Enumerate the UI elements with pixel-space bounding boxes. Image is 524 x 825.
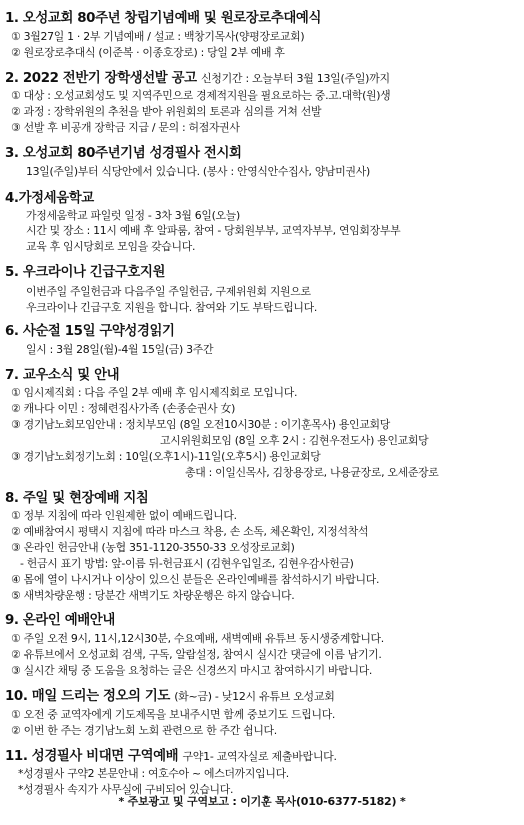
section-line: ① 3월27일 1 · 2부 기념예배 / 설교 : 백창기목사(양평장로교회) bbox=[11, 30, 305, 43]
section-line: 교육 후 임시당회로 모임을 갖습니다. bbox=[26, 240, 196, 253]
section-title-note: 신청기간 : 오늘부터 3월 13일(주일)까지 bbox=[200, 72, 390, 85]
section-heading bbox=[5, 261, 165, 280]
section-line: 우크라이나 긴급구호 지원을 합니다. 참여와 기도 부탁드립니다. bbox=[26, 301, 318, 314]
section-heading bbox=[5, 745, 337, 764]
section-line: 고시위원회모임 (8일 오후 2시 : 김현우전도사) 용인교회당 bbox=[160, 434, 429, 447]
section-line: 13일(주일)부터 식당안에서 있습니다. (봉사 : 안영식안수집사, 양남미권사) bbox=[26, 165, 370, 178]
footer-contact: * 주보광고 및 구역보고 : 이기훈 목사(010-6377-5182) * bbox=[118, 795, 406, 808]
section-heading bbox=[5, 609, 115, 628]
section-title: 1. 오성교회 80주년 창립기념예배 및 원로장로추대예식 bbox=[5, 11, 321, 26]
section-line: ① 임시제직회 : 다음 주일 2부 예배 후 임시제직회로 모입니다. bbox=[11, 386, 298, 399]
section-heading bbox=[5, 7, 321, 26]
section-title: 6. 사순절 15일 구약성경읽기 bbox=[5, 324, 175, 339]
section-title: 10. 매일 드리는 정오의 기도 bbox=[5, 689, 170, 704]
section-line: ① 주일 오전 9시, 11시,12시30분, 수요예배, 새벽예배 유튜브 동시생중계합니다. bbox=[11, 632, 384, 645]
section-title: 4.가정세움학교 bbox=[5, 191, 94, 206]
section-line: ② 이번 한 주는 경기남노회 노회 관련으로 한 주간 쉽니다. bbox=[11, 724, 277, 737]
section-heading bbox=[5, 364, 119, 383]
section-title: 8. 주일 및 현장예배 지침 bbox=[5, 491, 149, 506]
section-title-note: 구약1- 교역자실로 제출바랍니다. bbox=[182, 750, 337, 763]
section-title: 2. 2022 전반기 장학생선발 공고 bbox=[5, 71, 197, 86]
section-title: 7. 교우소식 및 안내 bbox=[5, 368, 120, 383]
section-title-note: (화~금) - 낮12시 유튜브 오성교회 bbox=[174, 690, 335, 703]
section-line: 시간 및 장소 : 11시 예배 후 알파룸, 참여 - 당회원부부, 교역자부부, 연임회장부부 bbox=[26, 224, 401, 237]
section-line: ① 정부 지침에 따라 인원제한 없이 예배드립니다. bbox=[11, 509, 237, 522]
section-line: ② 캐나다 이민 : 정혜련집사가족 (손종순권사 女) bbox=[11, 402, 236, 415]
section-line: ③ 경기남노회정기노회 : 10일(오후1시)-11일(오후5시) 용인교회당 bbox=[11, 450, 321, 463]
section-line: 총대 : 이일신목사, 김창용장로, 나용균장로, 오세준장로 bbox=[185, 466, 439, 479]
section-line: *성경필사 속지가 사무실에 구비되어 있습니다. bbox=[18, 783, 234, 796]
section-line: ③ 선발 후 비공개 장학금 지급 / 문의 : 허점자권사 bbox=[11, 121, 240, 134]
section-heading bbox=[5, 487, 148, 506]
section-title: 5. 우크라이나 긴급구호지원 bbox=[5, 265, 166, 280]
section-line: *성경필사 구약2 본문안내 : 여호수아 ~ 에스더까지입니다. bbox=[18, 767, 289, 780]
section-line: ② 예배참여시 평택시 지침에 따라 마스크 착용, 손 소독, 체온확인, 지정석착석 bbox=[11, 525, 369, 538]
section-line: - 헌금시 표기 방법: 앞-이름 뒤-헌금표시 (김현우입일조, 김현우감사헌금) bbox=[20, 557, 354, 570]
section-line: 이번주일 주일헌금과 다음주일 주일헌금, 구제위원회 지원으로 bbox=[26, 285, 311, 298]
section-title: 3. 오성교회 80주년기념 성경필사 전시회 bbox=[5, 146, 242, 161]
section-heading bbox=[5, 67, 390, 86]
section-title: 9. 온라인 예배안내 bbox=[5, 613, 115, 628]
section-line: ① 대상 : 오성교회성도 및 지역주민으로 경제적지원을 필요로하는 중.고.대학(원)생 bbox=[11, 89, 391, 102]
section-line: ③ 실시간 채팅 중 도움을 요청하는 글은 신경쓰지 마시고 참여하시기 바랍니다. bbox=[11, 664, 373, 677]
section-title: 11. 성경필사 비대면 구역예배 bbox=[5, 749, 179, 764]
section-line: ② 과정 : 장학위원의 추천을 받아 위원회의 토론과 심의를 거쳐 선발 bbox=[11, 105, 322, 118]
section-line: ③ 온라인 헌금안내 (농협 351-1120-3550-33 오성장로교회) bbox=[11, 541, 295, 554]
section-line: ② 유튜브에서 오성교회 검색, 구독, 알람설정, 참여시 실시간 댓글에 이름 남기기. bbox=[11, 648, 382, 661]
section-line: ② 원로장로추대식 (이준복 · 이종호장로) : 당일 2부 예배 후 bbox=[11, 46, 285, 59]
section-heading bbox=[5, 142, 242, 161]
section-heading bbox=[5, 187, 94, 206]
section-line: 가정세움학교 파일럿 일정 - 3차 3월 6일(오늘) bbox=[26, 209, 240, 222]
section-line: ⑤ 새벽차량운행 : 당분간 새벽기도 차량운행은 하지 않습니다. bbox=[11, 589, 295, 602]
section-line: 일시 : 3월 28일(월)-4월 15일(금) 3주간 bbox=[26, 343, 214, 356]
section-heading bbox=[5, 320, 175, 339]
section-heading bbox=[5, 685, 335, 704]
section-line: ④ 몸에 열이 나시거나 이상이 있으신 분들은 온라인예배를 참석하시기 바랍니다. bbox=[11, 573, 380, 586]
section-line: ① 오전 중 교역자에게 기도제목을 보내주시면 함께 중보기도 드립니다. bbox=[11, 708, 336, 721]
section-line: ③ 경기남노회모임안내 : 정치부모임 (8일 오전10시30분 : 이기훈목사) 용인교회당 bbox=[11, 418, 390, 431]
